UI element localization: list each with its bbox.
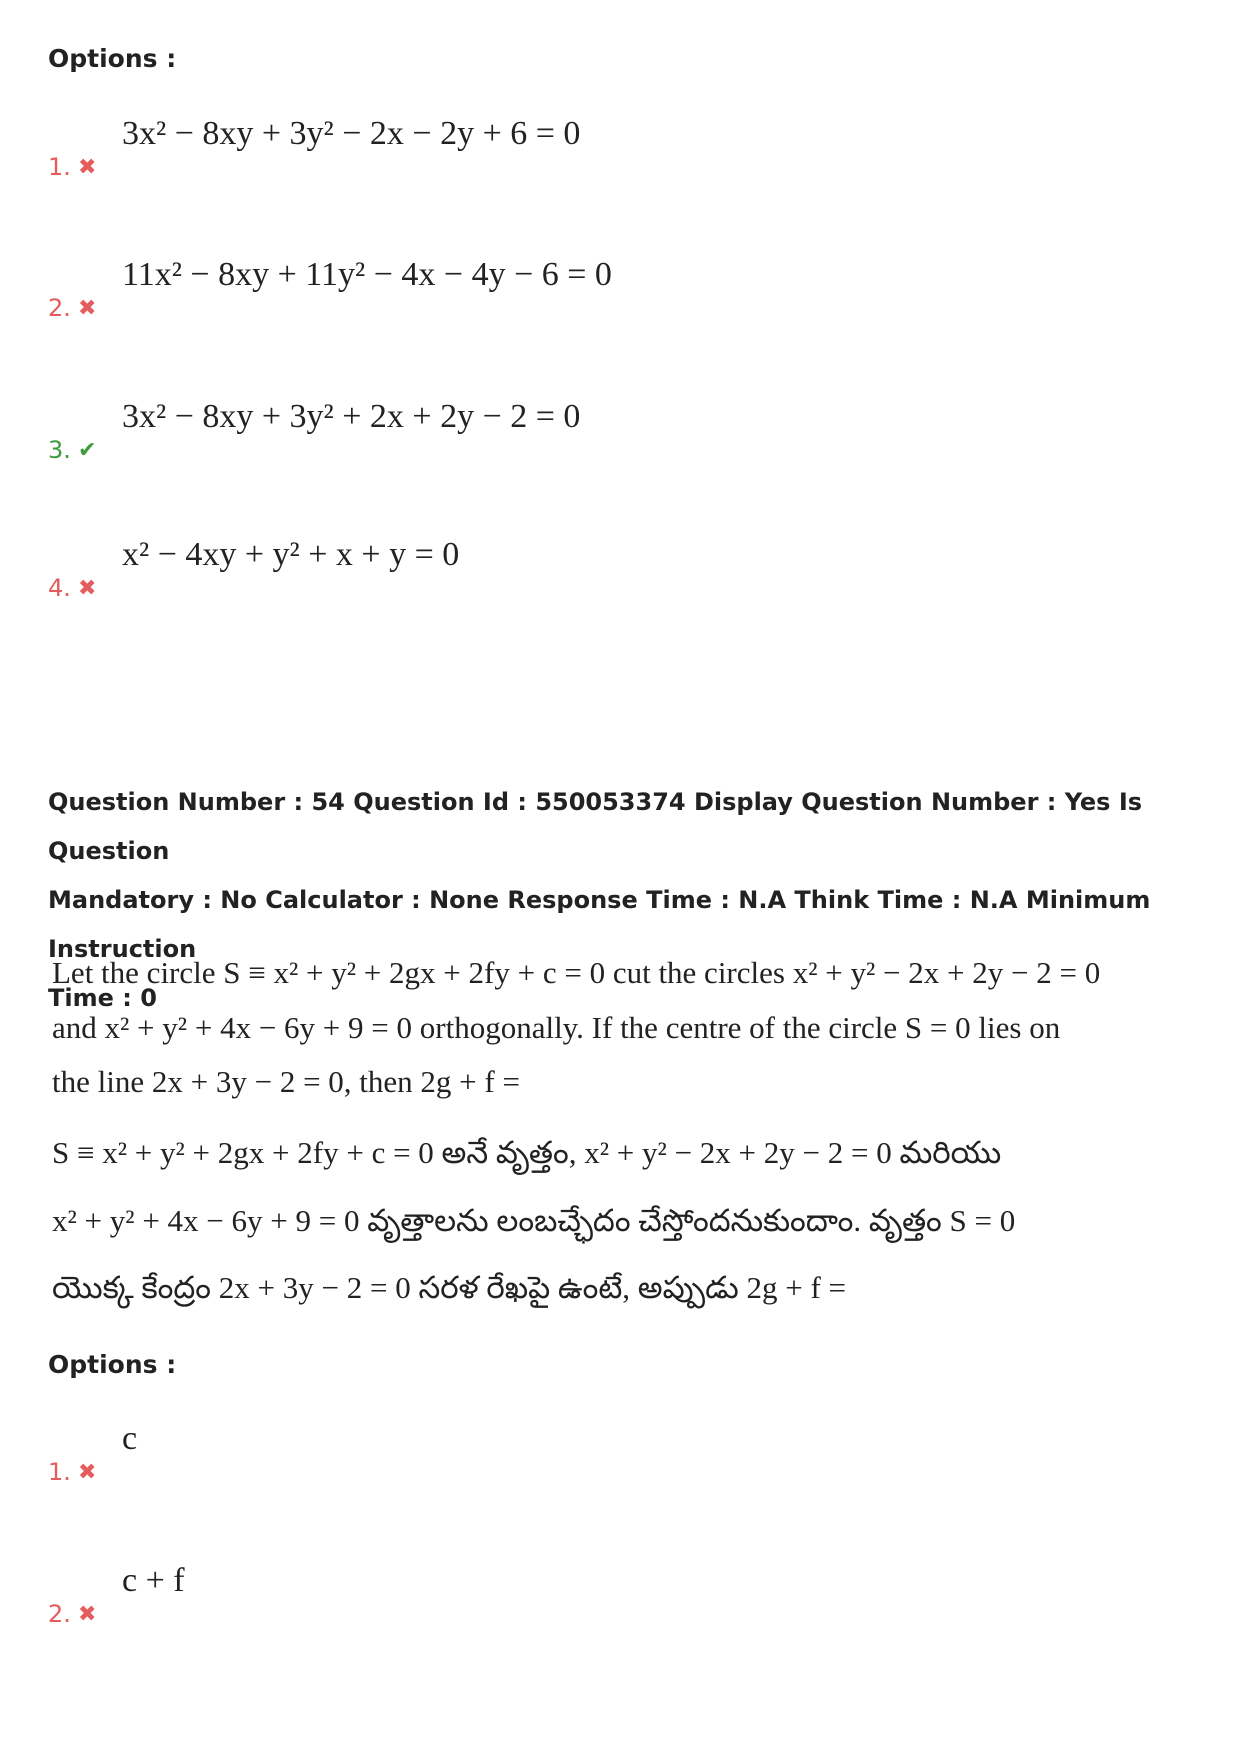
option-item xyxy=(48,536,1048,606)
options-heading: Options : xyxy=(48,1350,177,1379)
question-meta-line: Question Number : 54 Question Id : 550053374 Display Question Number : Yes Is Question xyxy=(48,788,1143,865)
option-item xyxy=(48,1562,1048,1632)
question-meta-line: Time : 0 xyxy=(48,984,157,1012)
option-item xyxy=(48,398,1048,468)
option-number: 2. xyxy=(48,294,71,322)
option-number: 2. xyxy=(48,1600,71,1628)
question-meta-line: Mandatory : No Calculator : None Response Time : N.A Think Time : N.A Minimum Instruction xyxy=(48,886,1151,963)
question-text-line: the line 2x + 3y − 2 = 0, then 2g + f = xyxy=(52,1064,520,1099)
cross-icon: ✖ xyxy=(78,1602,97,1627)
cross-icon: ✖ xyxy=(78,155,97,180)
option-formula: 3x² − 8xy + 3y² + 2x + 2y − 2 = 0 xyxy=(122,398,581,435)
cross-icon: ✖ xyxy=(78,1460,97,1485)
option-number: 3. xyxy=(48,436,71,464)
option-number: 1. xyxy=(48,153,71,181)
question-text-line: and x² + y² + 4x − 6y + 9 = 0 orthogonally. If the centre of the circle S = 0 lies on xyxy=(52,1010,1061,1045)
check-icon: ✔ xyxy=(78,438,97,463)
option-formula: 11x² − 8xy + 11y² − 4x − 4y − 6 = 0 xyxy=(122,256,612,293)
option-formula: c xyxy=(122,1420,138,1457)
option-formula: c + f xyxy=(122,1562,185,1599)
question-text-line: Let the circle S ≡ x² + y² + 2gx + 2fy + c = 0 cut the circles x² + y² − 2x + 2y − 2 = 0 xyxy=(52,955,1101,990)
question-text-telugu-line: x² + y² + 4x − 6y + 9 = 0 వృత్తాలను లంబచ్ఛేదం చేస్తోందనుకుందాం. వృత్తం S = 0 xyxy=(52,1203,1016,1238)
option-item xyxy=(48,115,1048,185)
option-item xyxy=(48,1420,1048,1490)
option-item xyxy=(48,256,1048,326)
question-text-telugu-line: S ≡ x² + y² + 2gx + 2fy + c = 0 అనే వృత్తం, x² + y² − 2x + 2y − 2 = 0 మరియు xyxy=(52,1135,1002,1170)
option-number: 1. xyxy=(48,1458,71,1486)
question-text-telugu-line: యొక్క కేంద్రం 2x + 3y − 2 = 0 సరళ రేఖపై ఉంటే, అప్పుడు 2g + f = xyxy=(52,1270,847,1305)
cross-icon: ✖ xyxy=(78,296,97,321)
option-formula: x² − 4xy + y² + x + y = 0 xyxy=(122,536,460,573)
cross-icon: ✖ xyxy=(78,576,97,601)
option-formula: 3x² − 8xy + 3y² − 2x − 2y + 6 = 0 xyxy=(122,115,581,152)
options-heading: Options : xyxy=(48,44,177,73)
option-number: 4. xyxy=(48,574,71,602)
